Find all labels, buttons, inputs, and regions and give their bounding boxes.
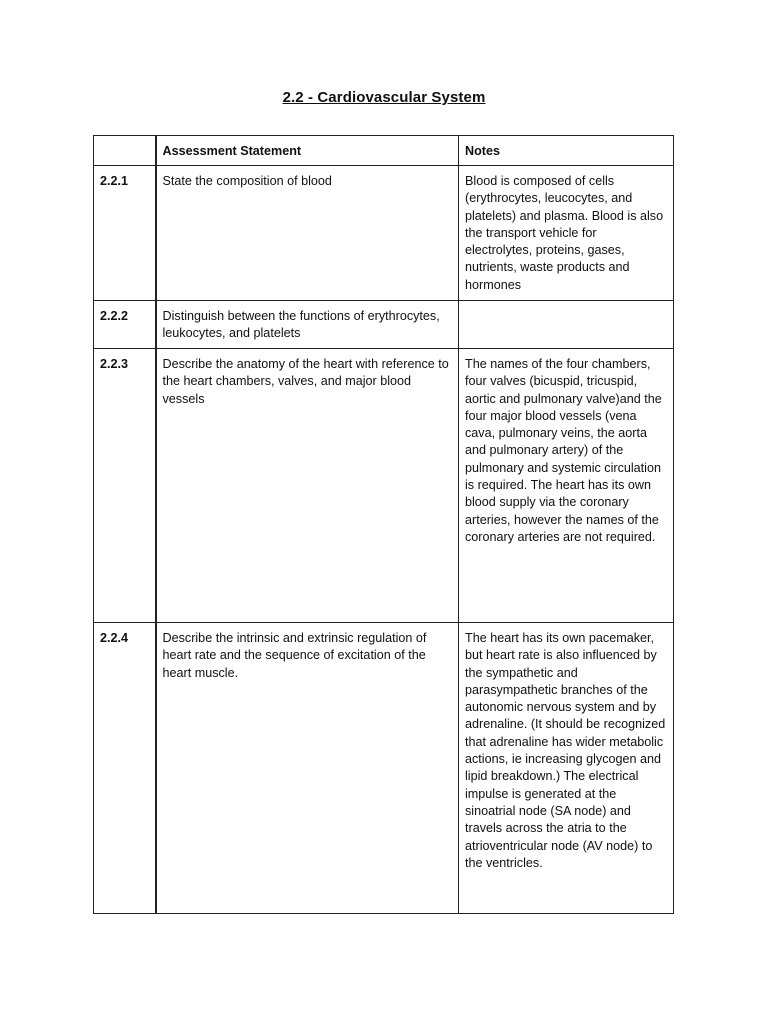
row-number: 2.2.1 xyxy=(94,166,156,301)
row-statement: Describe the intrinsic and extrinsic regulation of heart rate and the sequence of excitation of the heart muscle. xyxy=(156,623,459,914)
header-notes: Notes xyxy=(459,136,674,166)
row-number: 2.2.4 xyxy=(94,623,156,914)
row-notes: The heart has its own pacemaker, but heart rate is also influenced by the sympathetic and parasympathetic branches of the autonomic nervous system and by adrenaline. (It should be recognized that adrenaline has wider metabolic actions, ie increasing glycogen and lipid breakdown.) The electrical impulse is generated at the sinoatrial node (SA node) and travels across the atria to the atrioventricular node (AV node) to the ventricles. xyxy=(459,623,674,914)
row-statement: Distinguish between the functions of erythrocytes, leukocytes, and platelets xyxy=(156,301,459,349)
table-header-row xyxy=(94,136,674,166)
row-notes: Blood is composed of cells (erythrocytes, leucocytes, and platelets) and plasma. Blood is also the transport vehicle for electrolytes, proteins, gases, nutrients, waste products and hormones xyxy=(459,166,674,301)
row-notes: The names of the four chambers, four valves (bicuspid, tricuspid, aortic and pulmonary valve)and the four major blood vessels (vena cava, pulmonary veins, the aorta and pulmonary artery) of the pulmonary and systemic circulation is required. The heart has its own blood supply via the coronary arteries, however the names of the coronary arteries are not required. xyxy=(459,349,674,623)
row-statement: State the composition of blood xyxy=(156,166,459,301)
row-statement: Describe the anatomy of the heart with reference to the heart chambers, valves, and major blood vessels xyxy=(156,349,459,623)
assessment-table xyxy=(93,135,674,914)
table-row xyxy=(94,349,674,623)
table-row xyxy=(94,166,674,301)
page-title: 2.2 - Cardiovascular System xyxy=(282,89,486,106)
header-assessment-statement: Assessment Statement xyxy=(156,136,459,166)
row-number: 2.2.3 xyxy=(94,349,156,623)
header-number-cell xyxy=(94,136,156,166)
row-number: 2.2.2 xyxy=(94,301,156,349)
table-row xyxy=(94,301,674,349)
row-notes xyxy=(459,301,674,349)
table-row xyxy=(94,623,674,914)
